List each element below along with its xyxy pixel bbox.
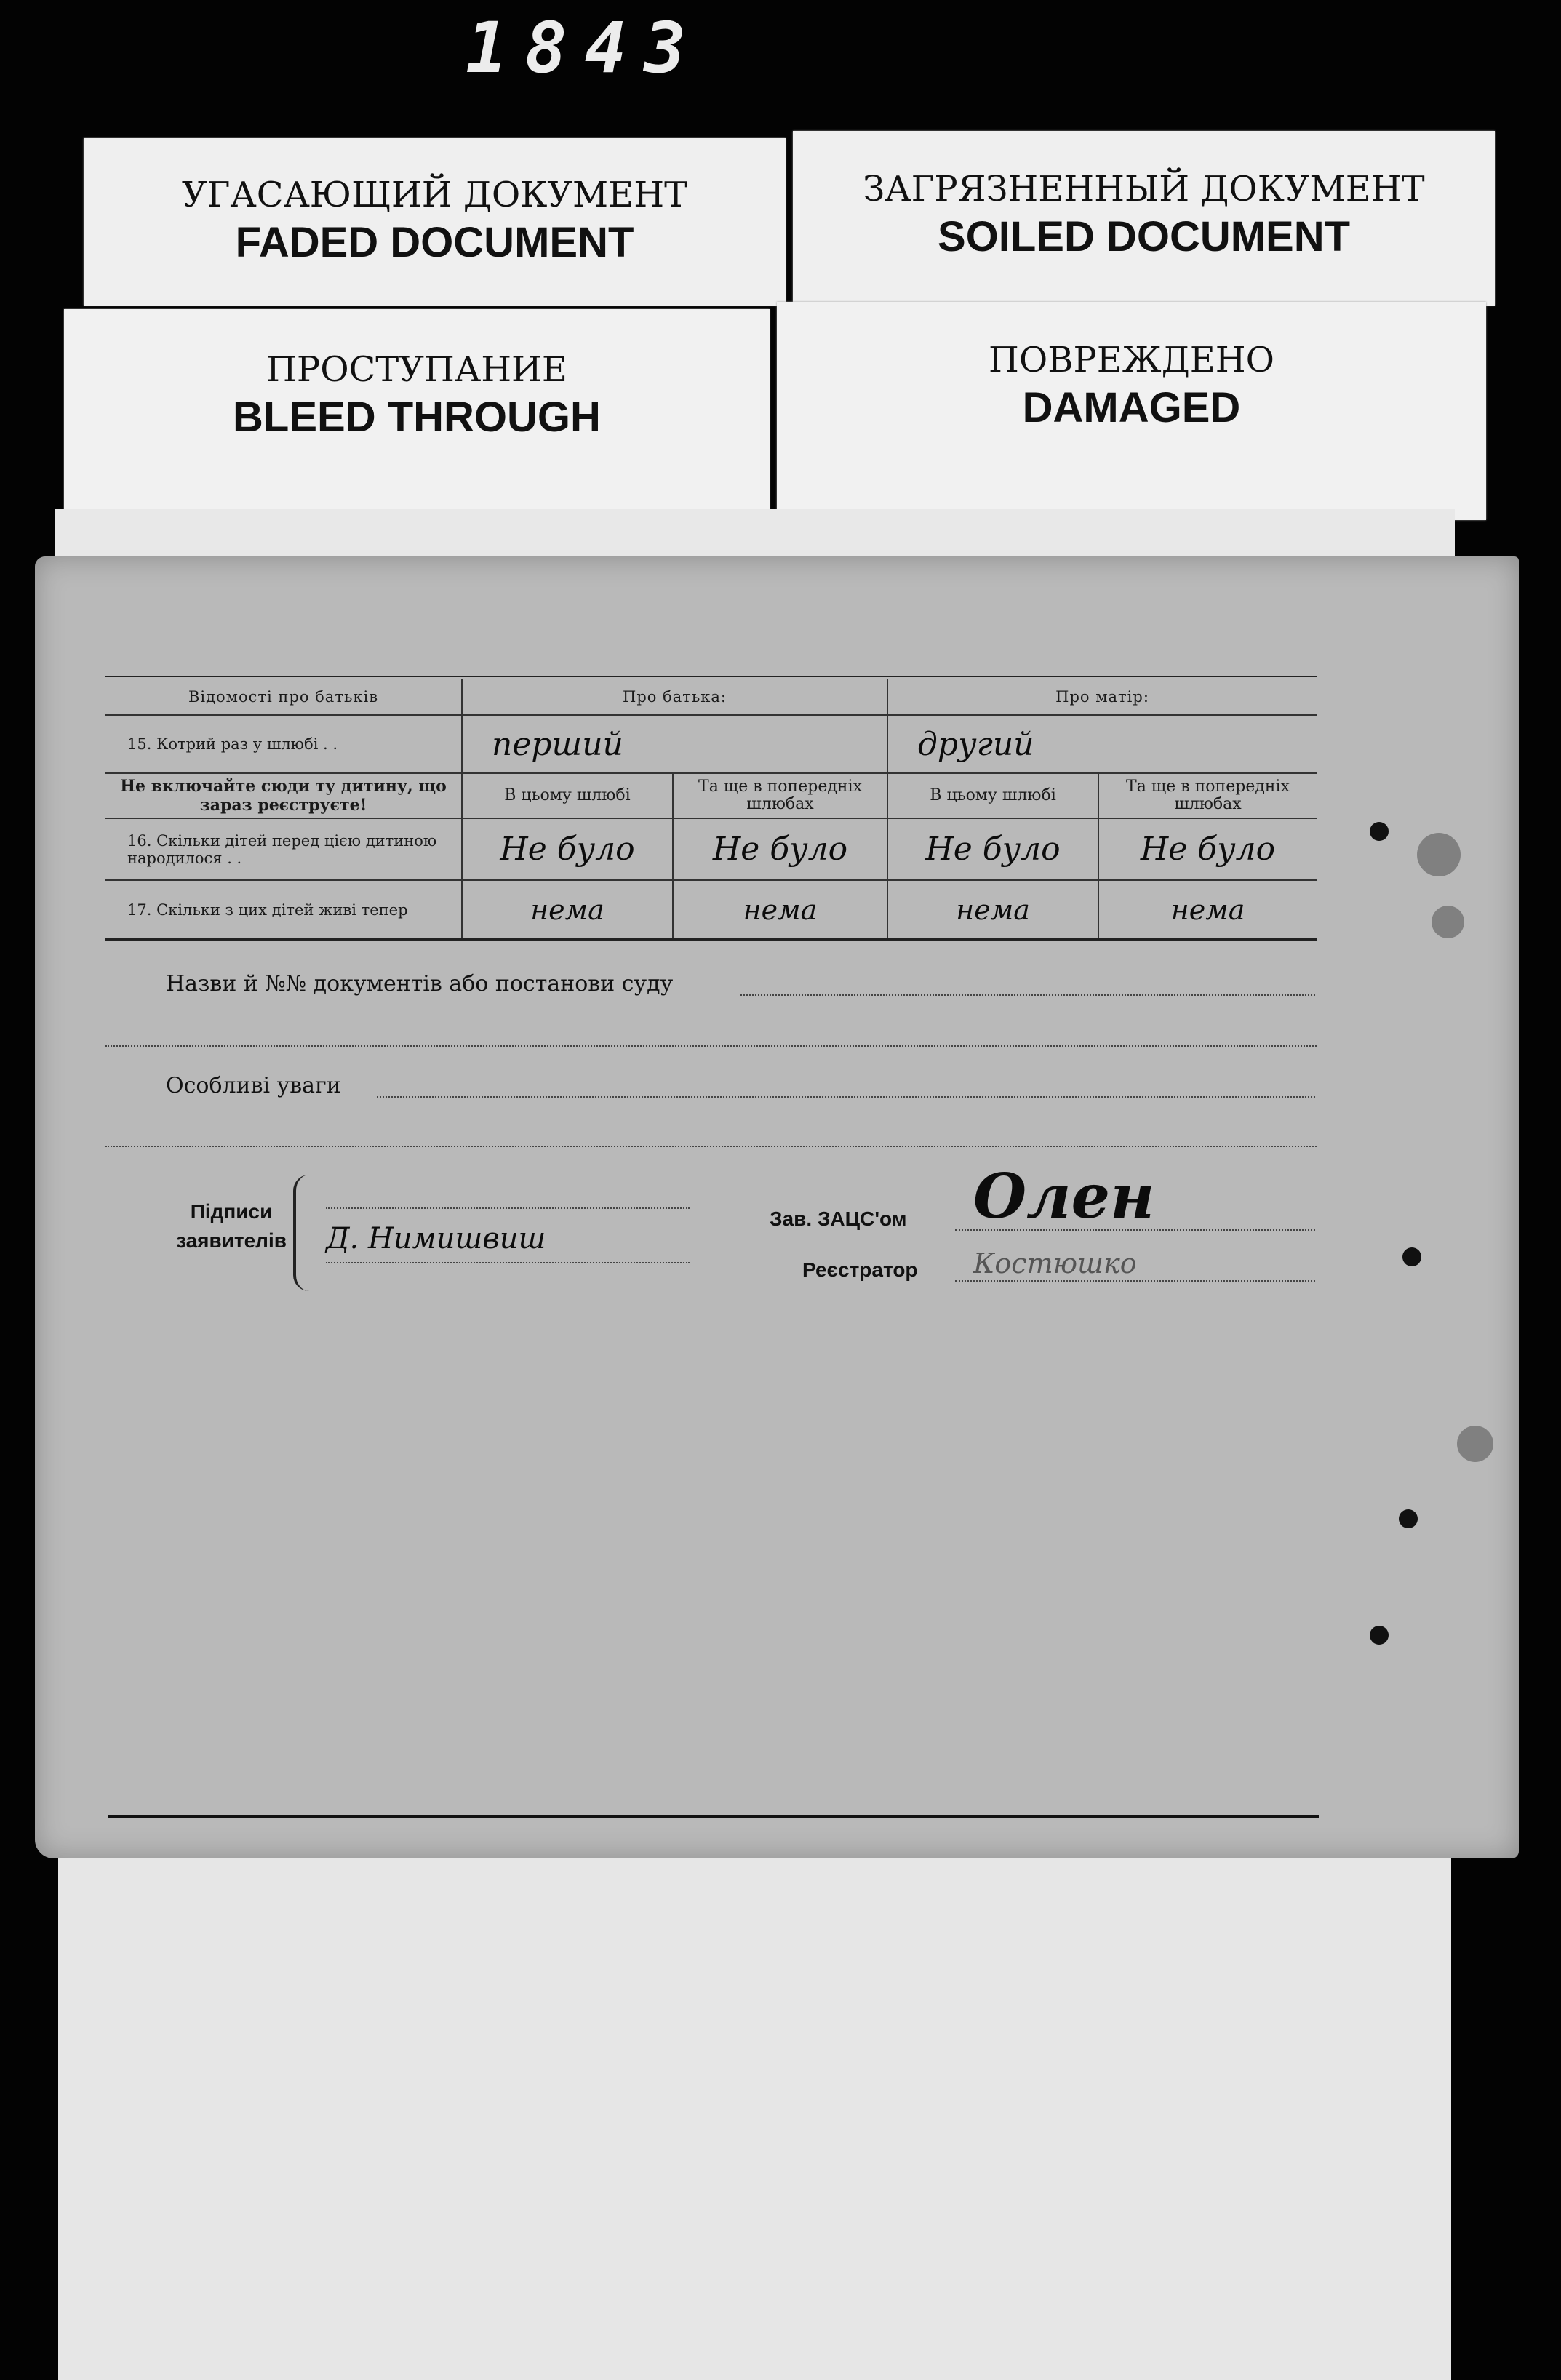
header-about-father: Про батька:	[462, 678, 887, 715]
row16-value: Не було	[673, 818, 887, 880]
punch-hole	[1402, 1247, 1421, 1266]
row15-mother-value: другий	[887, 715, 1317, 773]
soiled-card-ru: ЗАГРЯЗНЕННЫЙ ДОКУМЕНТ	[863, 169, 1425, 209]
row16-label: 16. Скільки дітей перед цією дитиною народилося . .	[105, 818, 462, 880]
head-signature-line	[955, 1229, 1315, 1231]
row17-value: нема	[673, 880, 887, 940]
header-parents-info: Відомості про батьків	[105, 678, 462, 715]
table-row	[105, 880, 1317, 940]
punch-hole	[1399, 1509, 1418, 1528]
damage-stain	[1457, 1426, 1493, 1462]
row16-value: Не було	[887, 818, 1098, 880]
header-about-mother: Про матір:	[887, 678, 1317, 715]
remarks-line-2	[105, 1146, 1317, 1147]
registrar-label: Реєстратор	[802, 1258, 918, 1281]
mother-this-marriage-header: В цьому шлюбі	[887, 773, 1098, 818]
signatures-label	[173, 1200, 290, 1253]
father-this-marriage-header: В цьому шлюбі	[462, 773, 673, 818]
row17-label: 17. Скільки з цих дітей живі тепер	[105, 880, 462, 940]
row17-value: нема	[1098, 880, 1317, 940]
table-header-row	[105, 678, 1317, 715]
bleed-card-en: BLEED THROUGH	[233, 394, 601, 441]
parents-info-table	[105, 676, 1317, 941]
table-row	[105, 773, 1317, 818]
remarks-label: Особливі уваги	[166, 1073, 341, 1098]
signatures-brace	[293, 1175, 325, 1291]
faded-document-card	[84, 138, 786, 306]
bleed-card-ru: ПРОСТУПАНИЕ	[266, 349, 567, 390]
table-row	[105, 715, 1317, 773]
punch-hole	[1370, 822, 1389, 841]
damage-stain	[1432, 906, 1464, 938]
row15-father-value: перший	[462, 715, 887, 773]
damaged-card-ru: ПОВРЕЖДЕНО	[988, 340, 1275, 380]
row16-value: Не було	[462, 818, 673, 880]
damage-stain	[1417, 833, 1461, 876]
bleed-through-card	[64, 309, 770, 527]
head-signature: Олен	[973, 1160, 1155, 1232]
faded-card-en: FADED DOCUMENT	[235, 219, 634, 266]
bottom-rule	[108, 1815, 1319, 1818]
applicant-signature-line-1	[326, 1207, 690, 1209]
damaged-card	[777, 302, 1486, 520]
documents-line-2	[105, 1045, 1317, 1047]
row15-label: 15. Котрий раз у шлюбі . .	[105, 715, 462, 773]
registrar-signature-line	[955, 1280, 1315, 1282]
row17-value: нема	[887, 880, 1098, 940]
applicant-signature: Д. Нимишвиш	[326, 1222, 546, 1255]
soiled-document-card	[793, 131, 1495, 306]
table-row	[105, 818, 1317, 880]
exclude-child-note: Не включайте сюди ту дитину, що зараз реєструєте!	[105, 773, 462, 818]
registrar-signature: Костюшко	[973, 1247, 1137, 1279]
faded-card-ru: УГАСАЮЩИЙ ДОКУМЕНТ	[181, 175, 688, 215]
damaged-card-en: DAMAGED	[1022, 384, 1241, 431]
soiled-card-en: SOILED DOCUMENT	[937, 213, 1351, 260]
frame-number: 1843	[466, 7, 704, 89]
row17-value: нема	[462, 880, 673, 940]
remarks-line	[377, 1096, 1315, 1098]
signatures-label-line2: заявителів	[176, 1229, 287, 1252]
head-zags-label: Зав. ЗАЦС'ом	[770, 1207, 907, 1230]
documents-label: Назви й №№ документів або постанови суду	[166, 971, 674, 997]
punch-hole	[1370, 1626, 1389, 1645]
father-previous-marriages-header: Та ще в попередніх шлюбах	[673, 773, 887, 818]
applicant-signature-line-2	[326, 1262, 690, 1263]
registration-form-sheet	[35, 556, 1519, 1858]
documents-line	[740, 994, 1315, 996]
mother-previous-marriages-header: Та ще в попередніх шлюбах	[1098, 773, 1317, 818]
underlying-blank-sheet	[58, 1818, 1451, 2380]
row16-value: Не було	[1098, 818, 1317, 880]
signatures-label-line1: Підписи	[190, 1200, 273, 1223]
